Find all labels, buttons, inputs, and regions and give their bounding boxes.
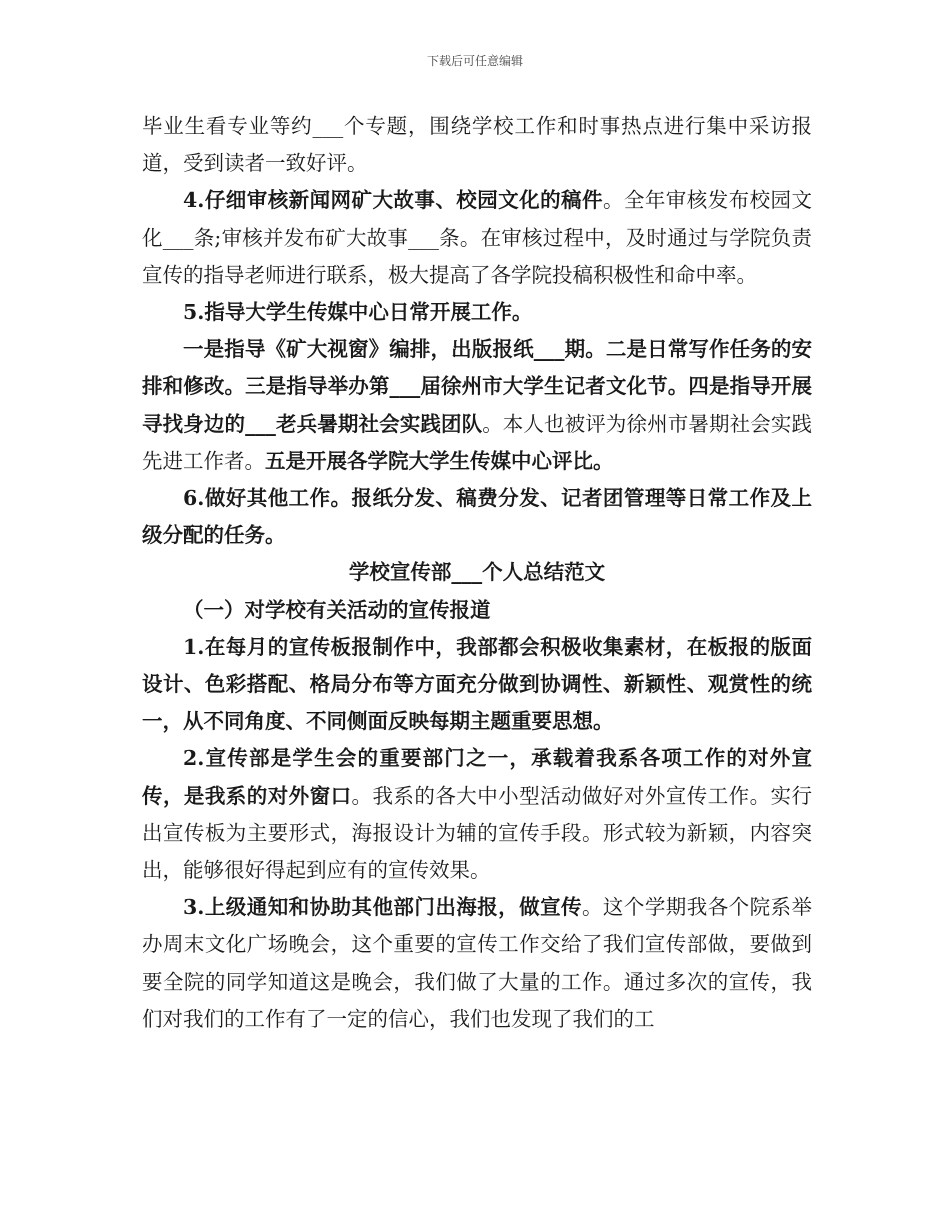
paragraph-text: 毕业生看专业等约___个专题，围绕学校工作和时事热点进行集中采访报道，受到读者一致好评。 [142, 114, 812, 176]
paragraph-bold-text: 1.在每月的宣传板报制作中，我部都会积极收集素材，在板报的版面设计、色彩搭配、格局分布等方面充分做到协调性、新颖性、观赏性的统一，从不同角度、不同侧面反映每期主题重要思想。 [142, 634, 812, 734]
paragraph-bold-text: 5.指导大学生传媒中心日常开展工作。 [183, 300, 533, 325]
paragraph-text: 。全年审核发布校园文化___条;审核并发布矿大故事___条。在审核过程中，及时通过与学院负责宣传的指导老师进行联系，极大提高了各学院投稿积极性和命中率。 [142, 188, 813, 287]
paragraph-item-6 [142, 480, 812, 554]
paragraph-bold-text: 2.宣传部是学生会的重要部门之一，承载着我系各项工作的对外宣传，是我系的对外窗口 [142, 746, 812, 808]
paragraph-section-3 [142, 889, 812, 1038]
section-title: 学校宣传部___个人总结范文 [348, 560, 606, 585]
paragraph-section-1 [142, 629, 812, 741]
paragraph-item-4 [142, 182, 812, 294]
paragraph-bold-text-2: 五是开展各学院大学生传媒中心评比。 [265, 448, 614, 473]
paragraph-continued [142, 108, 812, 182]
document-body [142, 108, 812, 1038]
paragraph-section-2 [142, 740, 812, 889]
paragraph-bold-text: 4.仔细审核新闻网矿大故事、校园文化的稿件 [183, 188, 603, 213]
page-header: 下载后可任意编辑 [426, 54, 523, 68]
paragraph-bold-text: 一是指导《矿大视窗》编排，出版报纸___期。二是日常写作任务的安排和修改。三是指导举办第___届徐州市大学生记者文化节。四是指导开展寻找身边的___老兵暑期社会实践团队 [142, 337, 812, 436]
paragraph-item-5 [142, 294, 812, 331]
paragraph-bold-text: 3.上级通知和协助其他部门出海报，做宣传 [183, 895, 582, 920]
paragraph-item-5-detail [142, 331, 812, 480]
paragraph-text: 。本人也被评为徐州市暑期社会实践先进工作者。 [142, 411, 813, 473]
paragraph-text: 。这个学期我各个院系举办周末文化广场晚会，这个重要的宣传工作交给了我们宣传部做，要做到要全院的同学知道这是晚会，我们做了大量的工作。通过多次的宣传，我们对我们的工作有了一定的信心，我们也发现了我们的工 [142, 895, 812, 1031]
subsection-heading: （一）对学校有关活动的宣传报道 [183, 597, 491, 622]
paragraph-text: 。我系的各大中小型活动做好对外宣传工作。实行出宣传板为主要形式，海报设计为辅的宣传手段。形式较为新颖，内容突出，能够很好得起到应有的宣传效果。 [142, 783, 812, 883]
paragraph-bold-text: 6.做好其他工作。报纸分发、稿费分发、记者团管理等日常工作及上级分配的任务。 [142, 486, 812, 548]
